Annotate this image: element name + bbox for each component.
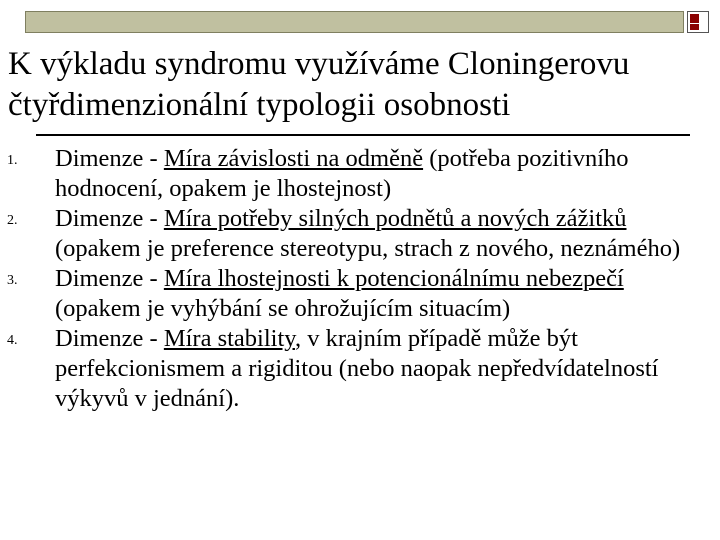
list-item [0,324,695,414]
header-bar [25,11,684,33]
list-item-prefix: Dimenze - [55,265,164,292]
list-item-number: 3. [7,273,18,288]
title-underline-rule [36,134,690,136]
list-item-number: 4. [7,333,18,348]
list-item-term: Míra lhostejnosti k potencionálnímu nebezpečí [163,265,624,292]
list-item-description: , v krajním případě může být perfekcionismem a rigiditou (nebo naopak nepředvídatelností výkyvů v jednání). [55,325,659,412]
slide-title: K výkladu syndromu využíváme Cloningerovu čtyřdimenzionální typologii osobnosti [8,46,630,123]
list-item-prefix: Dimenze - [55,145,164,172]
list-item [0,204,695,264]
dimension-list [0,144,720,414]
list-item-term: Míra závislosti na odměně [163,145,424,172]
corner-ornament-mark-lower [690,24,699,30]
list-item-description: (potřeba pozitivního hodnocení, opakem je lhostejnost) [55,145,629,202]
list-item-term: Míra stability [163,325,295,352]
list-item-number: 1. [7,153,18,168]
list-item-description: (opakem je preference stereotypu, strach z nového, neznámého) [55,235,681,262]
list-item-prefix: Dimenze - [55,325,164,352]
list-item-number: 2. [7,213,18,228]
corner-ornament-mark [690,14,699,23]
list-item [0,144,695,204]
list-item-prefix: Dimenze - [55,205,164,232]
list-item-term: Míra potřeby silných podnětů a nových zážitků [163,205,627,232]
corner-ornament [687,11,709,33]
list-item [0,264,695,324]
list-item-description: (opakem je vyhýbání se ohrožujícím situacím) [55,295,511,322]
